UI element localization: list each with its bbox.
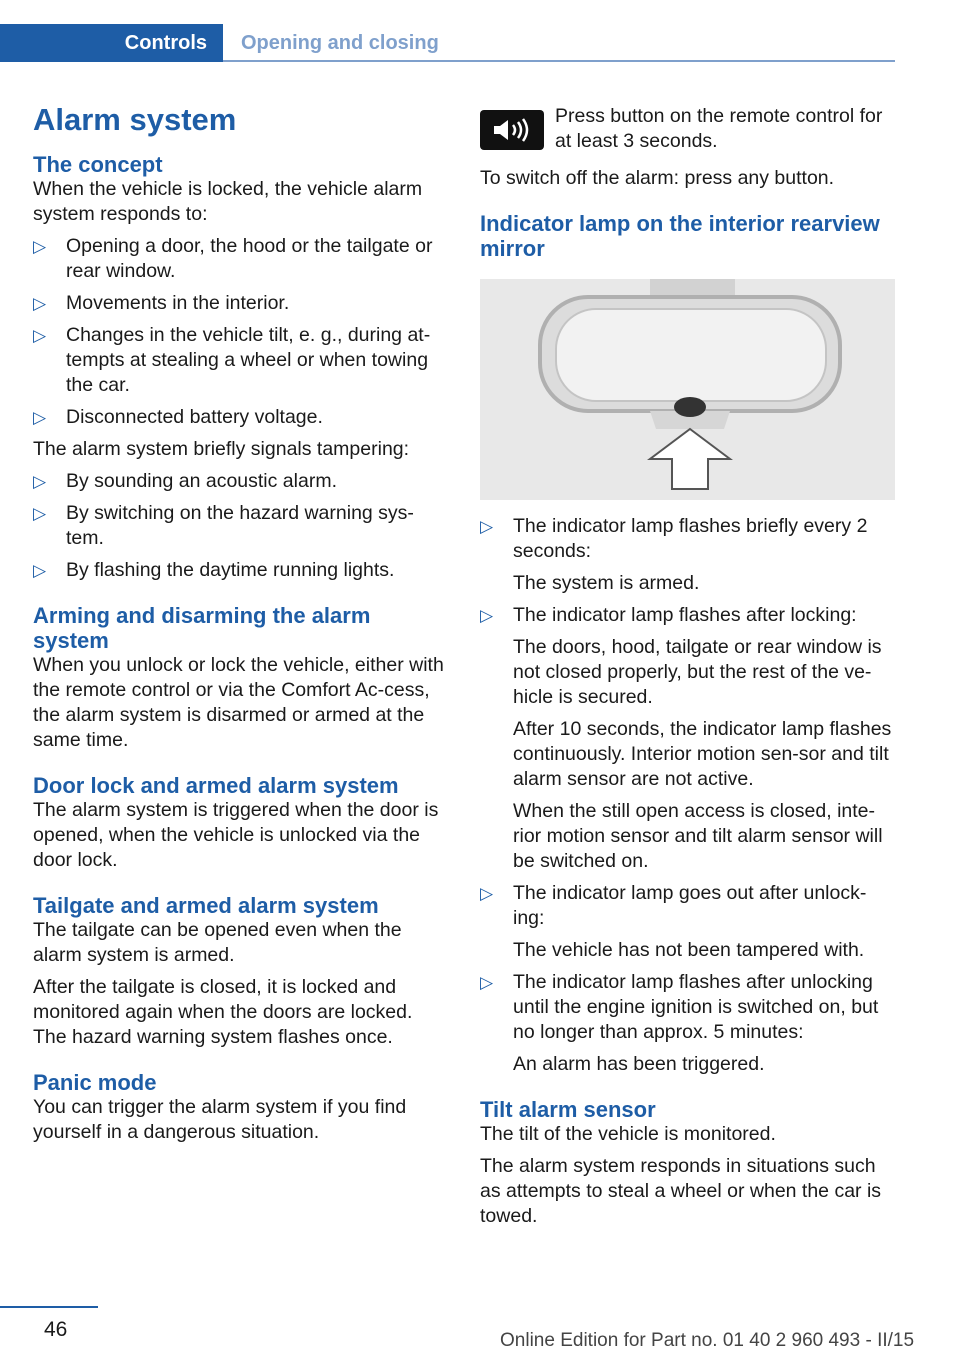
list-item: ▷ Movements in the interior. <box>33 292 290 314</box>
indicator-list <box>480 514 896 1077</box>
triangle-right-icon: ▷ <box>33 408 47 427</box>
button-instruction <box>480 104 896 154</box>
panic-text: You can trigger the alarm system if you find yourself in a dangerous situation. <box>33 1096 407 1143</box>
list-item: ▷ Opening a door, the hood or the tailgate or rear window. <box>33 235 433 282</box>
indicator-heading: Indicator lamp on the interior rearview mirror <box>480 211 880 261</box>
doorlock-heading: Door lock and armed alarm system <box>33 773 399 798</box>
right-column <box>480 104 896 1236</box>
section-tab <box>0 24 223 62</box>
tailgate-text-1: The tailgate can be opened even when the alarm system is armed. <box>33 919 402 966</box>
triangle-right-icon: ▷ <box>33 561 47 580</box>
left-column <box>33 100 448 1152</box>
triangle-right-icon: ▷ <box>33 237 47 256</box>
list-item: ▷ By flashing the daytime running lights. <box>33 559 395 581</box>
page-number-rule <box>0 1306 98 1308</box>
concept-intro: When the vehicle is locked, the vehicle alarm system responds to: <box>33 178 423 225</box>
list-item: ▷ The indicator lamp flashes after locking: The doors, hood, tailgate or rear window is not closed properly, but the rest of the ve‐hicle is secured. After 10 seconds, the indicator lamp flashes continuously. Interior motion sen‐sor and tilt alarm sensor are not active. When the still open access is closed, inte‐rior motion sensor and tilt alarm sensor will be switched on. <box>480 604 892 872</box>
list-item: ▷ Changes in the vehicle tilt, e. g., during at‐tempts at stealing a wheel or when towing the car. <box>33 324 431 396</box>
page-number: 46 <box>44 1318 68 1341</box>
button-text: Press button on the remote control for at least 3 seconds. <box>555 105 883 152</box>
list-item: ▷ By switching on the hazard warning sys‐tem. <box>33 502 414 549</box>
list-item: ▷ The indicator lamp goes out after unlock‐ing: The vehicle has not been tampered with. <box>480 882 867 961</box>
tilt-text-1: The tilt of the vehicle is monitored. <box>480 1123 776 1145</box>
rearview-mirror-illustration <box>480 279 895 500</box>
triangle-right-icon: ▷ <box>480 973 494 992</box>
signals-intro: The alarm system briefly signals tampering: <box>33 438 410 460</box>
list-item: ▷ Disconnected battery voltage. <box>33 406 323 428</box>
tilt-text-2: The alarm system responds in situations such as attempts to steal a wheel or when the car is towed. <box>480 1155 882 1227</box>
section-label: Controls <box>124 31 207 54</box>
triangle-right-icon: ▷ <box>33 472 47 491</box>
triangle-right-icon: ▷ <box>33 504 47 523</box>
switch-off-text: To switch off the alarm: press any button. <box>480 167 835 189</box>
list-item: ▷ The indicator lamp flashes after unlocking until the engine ignition is switched on, but no longer than approx. 5 minutes: An alarm has been triggered. <box>480 971 879 1075</box>
triangle-right-icon: ▷ <box>480 606 494 625</box>
triangle-right-icon: ▷ <box>480 884 494 903</box>
page-title: Alarm system <box>33 102 237 137</box>
speaker-panic-icon <box>480 110 544 150</box>
tailgate-text-2: After the tailgate is closed, it is locked and monitored again when the doors are locked. The hazard warning system flashes once. <box>33 976 413 1048</box>
arming-section <box>33 603 448 753</box>
tailgate-section <box>33 893 448 1050</box>
triangle-right-icon: ▷ <box>33 294 47 313</box>
doorlock-section <box>33 773 448 873</box>
tilt-section <box>480 1097 896 1229</box>
responds-list <box>33 234 448 430</box>
tailgate-heading: Tailgate and armed alarm system <box>33 893 379 918</box>
indicator-section <box>480 211 896 500</box>
signals-list <box>33 469 448 583</box>
subsection-label: Opening and closing <box>241 31 439 54</box>
edition-footer: Online Edition for Part no. 01 40 2 960 493 - II/15 <box>500 1330 915 1351</box>
list-item: ▷ The indicator lamp flashes briefly every 2 seconds: The system is armed. <box>480 515 868 594</box>
header-rule <box>223 60 895 62</box>
concept-heading: The concept <box>33 152 163 177</box>
tilt-heading: Tilt alarm sensor <box>480 1097 656 1122</box>
triangle-right-icon: ▷ <box>33 326 47 345</box>
panic-section <box>33 1070 448 1145</box>
arming-heading: Arming and disarming the alarm system <box>33 603 371 653</box>
arming-text: When you unlock or lock the vehicle, either with the remote control or via the Comfort Ac‐cess, the alarm system is disarmed or armed at the same time. <box>33 654 444 751</box>
doorlock-text: The alarm system is triggered when the door is opened, when the vehicle is unlocked via the door lock. <box>33 799 439 871</box>
panic-heading: Panic mode <box>33 1070 157 1095</box>
list-item: ▷ By sounding an acoustic alarm. <box>33 470 337 492</box>
triangle-right-icon: ▷ <box>480 517 494 536</box>
